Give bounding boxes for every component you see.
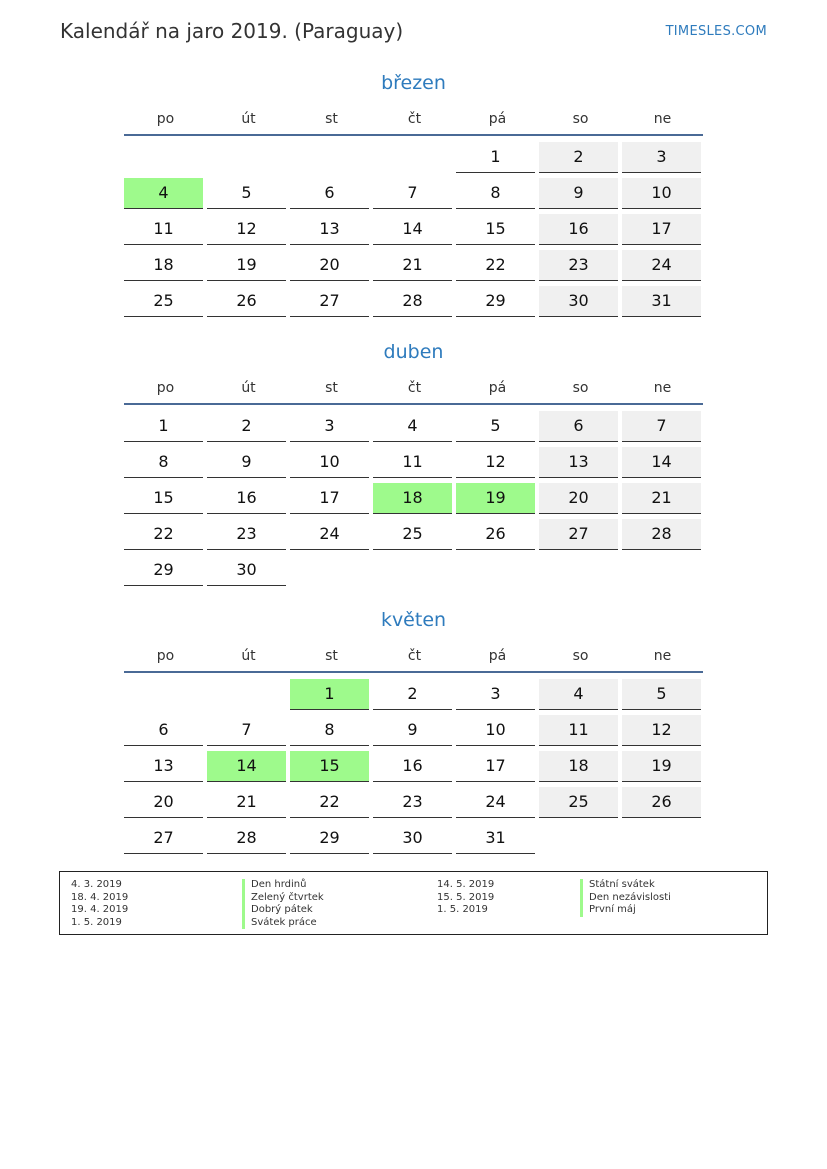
week-row xyxy=(124,483,703,519)
week-row xyxy=(124,679,703,715)
empty-day-cell xyxy=(373,142,452,172)
day-cell[interactable]: 12 xyxy=(622,715,701,746)
day-cell[interactable]: 30 xyxy=(539,286,618,317)
day-cell[interactable]: 6 xyxy=(290,178,369,209)
day-cell[interactable]: 29 xyxy=(124,555,203,586)
week-grid xyxy=(124,142,703,322)
weekday-header xyxy=(124,104,703,136)
day-cell[interactable]: 7 xyxy=(373,178,452,209)
day-cell[interactable]: 30 xyxy=(207,555,286,586)
day-cell[interactable]: 25 xyxy=(124,286,203,317)
day-cell[interactable]: 20 xyxy=(290,250,369,281)
day-cell[interactable]: 27 xyxy=(290,286,369,317)
day-cell[interactable]: 28 xyxy=(207,823,286,854)
weekday-label: ne xyxy=(653,111,672,127)
month-name: březen xyxy=(381,72,446,94)
day-cell[interactable]: 31 xyxy=(622,286,701,317)
day-cell[interactable]: 24 xyxy=(290,519,369,550)
day-cell[interactable]: 10 xyxy=(622,178,701,209)
weekday-label: so xyxy=(572,648,589,664)
weekday-header xyxy=(124,373,703,405)
weekday-label: po xyxy=(156,648,175,664)
weekday-label: st xyxy=(325,648,338,664)
day-cell[interactable]: 26 xyxy=(622,787,701,818)
day-cell[interactable]: 4 xyxy=(373,411,452,442)
legend-holiday-name: Den hrdinů xyxy=(242,879,324,892)
day-cell[interactable]: 2 xyxy=(207,411,286,442)
day-cell[interactable]: 26 xyxy=(456,519,535,550)
weekday-label: čt xyxy=(407,380,422,396)
week-row xyxy=(124,715,703,751)
day-cell[interactable]: 24 xyxy=(456,787,535,818)
weekday-label: ne xyxy=(653,648,672,664)
day-cell[interactable]: 2 xyxy=(539,142,618,173)
week-row xyxy=(124,751,703,787)
week-row xyxy=(124,447,703,483)
week-row xyxy=(124,519,703,555)
weekday-label: st xyxy=(325,111,338,127)
day-cell[interactable]: 24 xyxy=(622,250,701,281)
weekday-label: čt xyxy=(407,648,422,664)
week-row xyxy=(124,555,703,591)
day-cell[interactable]: 23 xyxy=(539,250,618,281)
empty-day-cell xyxy=(124,679,203,709)
day-cell[interactable]: 3 xyxy=(456,679,535,710)
day-cell[interactable]: 26 xyxy=(207,286,286,317)
day-cell[interactable]: 13 xyxy=(539,447,618,478)
page-title: Kalendář na jaro 2019. (Paraguay) xyxy=(60,19,404,43)
brand-link[interactable]: TIMESLES.COM xyxy=(665,24,767,39)
empty-day-cell xyxy=(207,679,286,709)
day-cell[interactable]: 27 xyxy=(124,823,203,854)
week-row xyxy=(124,411,703,447)
day-cell[interactable]: 25 xyxy=(539,787,618,818)
day-cell[interactable]: 3 xyxy=(622,142,701,173)
day-cell[interactable]: 16 xyxy=(373,751,452,782)
week-row xyxy=(124,286,703,322)
weekday-label: út xyxy=(241,648,256,664)
day-cell[interactable]: 5 xyxy=(456,411,535,442)
day-cell[interactable]: 29 xyxy=(290,823,369,854)
day-cell[interactable]: 19 xyxy=(622,751,701,782)
day-cell[interactable]: 15 xyxy=(290,751,369,782)
day-cell[interactable]: 21 xyxy=(373,250,452,281)
legend-date: 15. 5. 2019 xyxy=(437,891,495,903)
legend-date: 4. 3. 2019 xyxy=(71,879,122,890)
legend-date: 19. 4. 2019 xyxy=(71,904,129,915)
day-cell[interactable]: 4 xyxy=(124,178,203,209)
weekday-label: pá xyxy=(488,111,507,127)
day-cell[interactable]: 15 xyxy=(456,214,535,245)
empty-day-cell xyxy=(207,142,286,172)
legend-holiday-name: Státní svátek xyxy=(580,879,671,892)
week-row xyxy=(124,214,703,250)
month-march xyxy=(124,68,703,322)
day-cell[interactable]: 14 xyxy=(622,447,701,478)
day-cell[interactable]: 1 xyxy=(456,142,535,173)
day-cell[interactable]: 21 xyxy=(622,483,701,514)
legend-date: 18. 4. 2019 xyxy=(71,891,129,903)
empty-day-cell xyxy=(622,823,701,853)
legend-date: 14. 5. 2019 xyxy=(437,879,495,890)
month-april xyxy=(124,337,703,591)
day-cell[interactable]: 9 xyxy=(207,447,286,478)
week-grid xyxy=(124,679,703,859)
weekday-label: pá xyxy=(488,648,507,664)
legend-holiday-name: První máj xyxy=(580,904,671,917)
day-cell[interactable]: 13 xyxy=(290,214,369,245)
day-cell[interactable]: 6 xyxy=(539,411,618,442)
legend-date: 1. 5. 2019 xyxy=(437,904,488,915)
empty-day-cell xyxy=(622,555,701,585)
day-cell[interactable]: 9 xyxy=(373,715,452,746)
day-cell[interactable]: 18 xyxy=(124,250,203,281)
day-cell[interactable]: 21 xyxy=(207,787,286,818)
empty-day-cell xyxy=(290,555,369,585)
month-name: květen xyxy=(380,609,447,631)
day-cell[interactable]: 8 xyxy=(290,715,369,746)
day-cell[interactable]: 22 xyxy=(290,787,369,818)
weekday-label: út xyxy=(241,380,256,396)
day-cell[interactable]: 22 xyxy=(456,250,535,281)
holiday-legend xyxy=(59,871,768,935)
weekday-label: út xyxy=(241,111,256,127)
week-row xyxy=(124,142,703,178)
legend-date: 1. 5. 2019 xyxy=(71,916,122,928)
day-cell[interactable]: 20 xyxy=(539,483,618,514)
day-cell[interactable]: 19 xyxy=(207,250,286,281)
weekday-label: po xyxy=(156,111,175,127)
day-cell[interactable]: 14 xyxy=(207,751,286,782)
day-cell[interactable]: 28 xyxy=(373,286,452,317)
day-cell[interactable]: 23 xyxy=(373,787,452,818)
weekday-label: so xyxy=(572,380,589,396)
day-cell[interactable]: 20 xyxy=(124,787,203,818)
day-cell[interactable]: 22 xyxy=(124,519,203,550)
day-cell[interactable]: 5 xyxy=(622,679,701,710)
day-cell[interactable]: 11 xyxy=(373,447,452,478)
day-cell[interactable]: 23 xyxy=(207,519,286,550)
week-grid xyxy=(124,411,703,591)
day-cell[interactable]: 19 xyxy=(456,483,535,514)
day-cell[interactable]: 27 xyxy=(539,519,618,550)
day-cell[interactable]: 5 xyxy=(207,178,286,209)
day-cell[interactable]: 18 xyxy=(539,751,618,782)
day-cell[interactable]: 4 xyxy=(539,679,618,710)
week-row xyxy=(124,787,703,823)
empty-day-cell xyxy=(456,555,535,585)
legend-names-right xyxy=(580,879,671,917)
month-name: duben xyxy=(383,341,444,363)
day-cell[interactable]: 30 xyxy=(373,823,452,854)
legend-holiday-name: Den nezávislosti xyxy=(580,892,671,905)
day-cell[interactable]: 7 xyxy=(207,715,286,746)
day-cell[interactable]: 25 xyxy=(373,519,452,550)
legend-dates-right xyxy=(437,879,494,917)
day-cell[interactable]: 31 xyxy=(456,823,535,854)
day-cell[interactable]: 8 xyxy=(456,178,535,209)
day-cell[interactable]: 10 xyxy=(456,715,535,746)
empty-day-cell xyxy=(539,823,618,853)
day-cell[interactable]: 11 xyxy=(539,715,618,746)
legend-holiday-name: Zelený čtvrtek xyxy=(242,892,324,905)
day-cell[interactable]: 13 xyxy=(124,751,203,782)
day-cell[interactable]: 12 xyxy=(207,214,286,245)
weekday-label: st xyxy=(325,380,338,396)
month-may xyxy=(124,605,703,859)
weekday-label: po xyxy=(156,380,175,396)
day-cell[interactable]: 28 xyxy=(622,519,701,550)
legend-holiday-name: Dobrý pátek xyxy=(242,904,324,917)
day-cell[interactable]: 6 xyxy=(124,715,203,746)
legend-names-left xyxy=(242,879,324,929)
weekday-label: pá xyxy=(488,380,507,396)
weekday-header xyxy=(124,641,703,673)
day-cell[interactable]: 7 xyxy=(622,411,701,442)
weekday-label: čt xyxy=(407,111,422,127)
day-cell[interactable]: 29 xyxy=(456,286,535,317)
week-row xyxy=(124,250,703,286)
day-cell[interactable]: 1 xyxy=(290,679,369,710)
day-cell[interactable]: 12 xyxy=(456,447,535,478)
empty-day-cell xyxy=(290,142,369,172)
day-cell[interactable]: 15 xyxy=(124,483,203,514)
day-cell[interactable]: 2 xyxy=(373,679,452,710)
day-cell[interactable]: 16 xyxy=(539,214,618,245)
day-cell[interactable]: 17 xyxy=(456,751,535,782)
day-cell[interactable]: 11 xyxy=(124,214,203,245)
day-cell[interactable]: 10 xyxy=(290,447,369,478)
week-row xyxy=(124,178,703,214)
day-cell[interactable]: 9 xyxy=(539,178,618,209)
day-cell[interactable]: 17 xyxy=(290,483,369,514)
empty-day-cell xyxy=(539,555,618,585)
day-cell[interactable]: 8 xyxy=(124,447,203,478)
legend-holiday-name: Svátek práce xyxy=(242,917,324,930)
week-row xyxy=(124,823,703,859)
day-cell[interactable]: 1 xyxy=(124,411,203,442)
weekday-label: so xyxy=(572,111,589,127)
day-cell[interactable]: 14 xyxy=(373,214,452,245)
empty-day-cell xyxy=(373,555,452,585)
weekday-label: ne xyxy=(653,380,672,396)
legend-dates-left xyxy=(71,879,128,929)
day-cell[interactable]: 3 xyxy=(290,411,369,442)
day-cell[interactable]: 18 xyxy=(373,483,452,514)
day-cell[interactable]: 16 xyxy=(207,483,286,514)
empty-day-cell xyxy=(124,142,203,172)
day-cell[interactable]: 17 xyxy=(622,214,701,245)
